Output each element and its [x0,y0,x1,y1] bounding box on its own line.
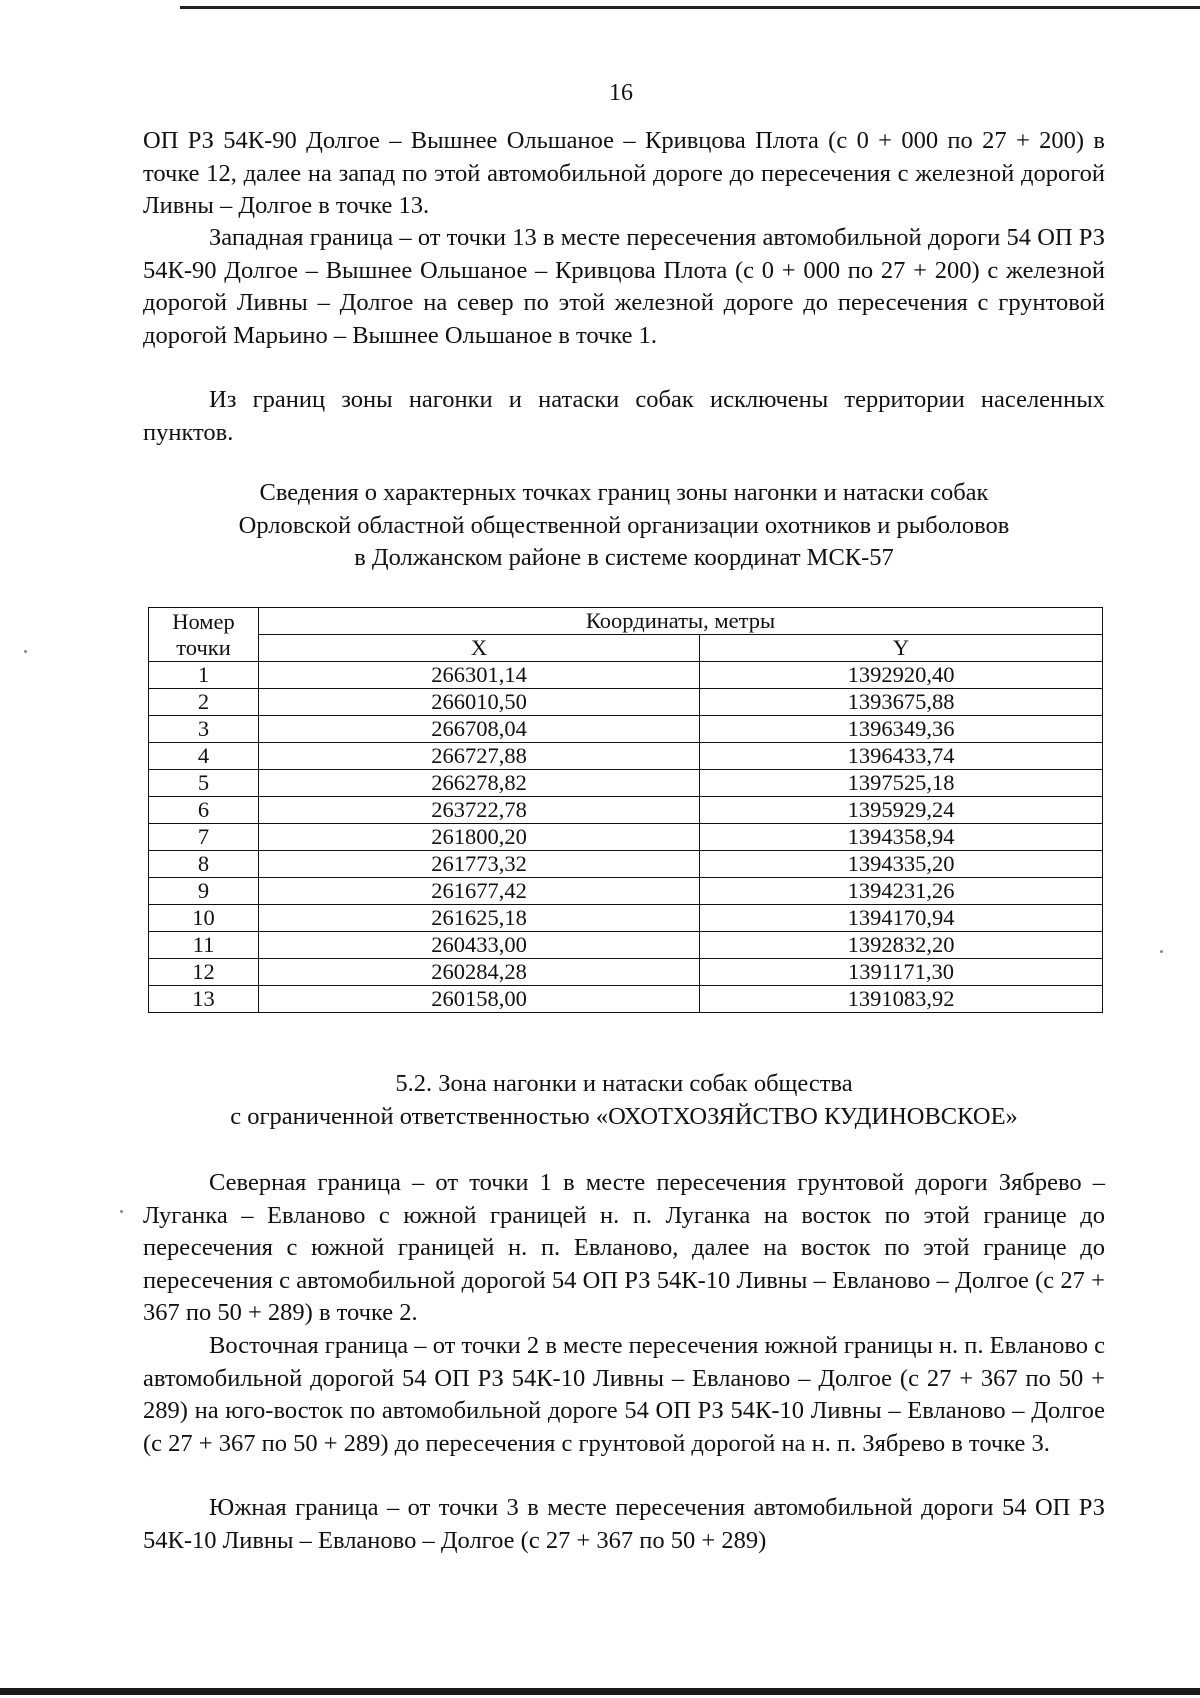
cell-y: 1394170,94 [700,905,1103,932]
scan-speck [24,650,27,653]
paragraph-western-boundary: Западная граница – от точки 13 в месте пересечения автомобильной дороги 54 ОП РЗ 54К-90 Долгое – Вышнее Ольшаное – Кривцова Плота (с 0 + 000 по 27 + 200) с железной дорогой Ливны – Долгое на север по этой железной дороге до пересечения с грунтовой дорогой Марьино – Вышнее Ольшаное в точке 1. [143,224,1105,349]
cell-point: 6 [149,797,259,824]
header-point-number [149,608,259,662]
scan-speck [1160,950,1163,953]
table-row [149,797,1103,824]
cell-y: 1391083,92 [700,986,1103,1013]
table-row [149,878,1103,905]
scan-speck [120,1210,123,1213]
table-row [149,986,1103,1013]
table-row [149,824,1103,851]
table-body [149,662,1103,1013]
cell-y: 1393675,88 [700,689,1103,716]
table-row [149,770,1103,797]
cell-y: 1394335,20 [700,851,1103,878]
cell-x: 266278,82 [259,770,700,797]
cell-x: 261677,42 [259,878,700,905]
cell-point: 7 [149,824,259,851]
paragraph-eastern-boundary: Восточная граница – от точки 2 в месте пересечения южной границы н. п. Евланово с автомобильной дорогой 54 ОП РЗ 54К-10 Ливны – Евланово – Долгое (с 27 + 367 по 50 + 289) на юго-восток по автомобильной дороге 54 ОП РЗ 54К-10 Ливны – Евланово – Долгое (с 27 + 367 по 50 + 289) до пересечения с грунтовой дорогой на н. п. Зябрево в точке 3. [143,1332,1105,1457]
cell-x: 261625,18 [259,905,700,932]
cell-x: 263722,78 [259,797,700,824]
cell-x: 260284,28 [259,959,700,986]
paragraph-continuation: ОП РЗ 54К-90 Долгое – Вышнее Ольшаное – Кривцова Плота (с 0 + 000 по 27 + 200) в точке 12, далее на запад по этой автомобильной дороге до пересечения с железной дорогой Ливны – Долгое в точке 13. [143,127,1105,219]
table-row [149,662,1103,689]
cell-point: 4 [149,743,259,770]
cell-point: 9 [149,878,259,905]
cell-x: 266301,14 [259,662,700,689]
cell-y: 1392920,40 [700,662,1103,689]
table-row [149,959,1103,986]
cell-point: 1 [149,662,259,689]
table-row [149,932,1103,959]
paragraph-exclusions: Из границ зоны нагонки и натаски собак исключены территории населенных пунктов. [143,386,1105,446]
table-row [149,743,1103,770]
table-title-line: Орловской областной общественной организации охотников и рыболовов [238,511,1010,539]
cell-y: 1394358,94 [700,824,1103,851]
cell-point: 13 [149,986,259,1013]
cell-point: 2 [149,689,259,716]
header-x: X [259,635,700,662]
coordinates-table [148,607,1103,1013]
cell-point: 11 [149,932,259,959]
table-row [149,716,1103,743]
page-number: 16 [609,80,633,106]
table-title-line: Сведения о характерных точках границ зоны нагонки и натаски собак [259,479,989,506]
paragraph-southern-boundary: Южная граница – от точки 3 в месте пересечения автомобильной дороги 54 ОП РЗ 54К-10 Ливны – Евланово – Долгое (с 27 + 367 по 50 + 289) [143,1494,1105,1554]
table-row [149,851,1103,878]
cell-y: 1395929,24 [700,797,1103,824]
cell-y: 1392832,20 [700,932,1103,959]
cell-point: 12 [149,959,259,986]
cell-y: 1397525,18 [700,770,1103,797]
cell-x: 266708,04 [259,716,700,743]
header-number-line: точки [176,634,231,660]
cell-point: 8 [149,851,259,878]
paragraph-northern-boundary: Северная граница – от точки 1 в месте пересечения грунтовой дороги Зябрево – Луганка – Евланово с южной границей н. п. Луганка на восток по этой границе до пересечения с южной границей н. п. Евланово, далее на восток по этой границе до пересечения с автомобильной дорогой 54 ОП РЗ 54К-10 Ливны – Евланово – Долгое (с 27 + 367 по 50 + 289) в точке 2. [143,1169,1105,1326]
section-heading [143,1068,1105,1133]
scan-edge-bottom [0,1688,1200,1695]
cell-x: 266010,50 [259,689,700,716]
cell-x: 261800,20 [259,824,700,851]
cell-point: 10 [149,905,259,932]
header-y: Y [700,635,1103,662]
cell-point: 5 [149,770,259,797]
table-title [143,477,1105,575]
section-heading-line: с ограниченной ответственностью «ОХОТХОЗЯЙСТВО КУДИНОВСКОЕ» [230,1102,1018,1130]
section-heading-line: 5.2. Зона нагонки и натаски собак общества [395,1070,853,1097]
scan-edge-top [180,6,1200,9]
cell-x: 261773,32 [259,851,700,878]
cell-x: 260158,00 [259,986,700,1013]
cell-y: 1396433,74 [700,743,1103,770]
table-title-line: в Должанском районе в системе координат МСК-57 [354,544,894,571]
cell-y: 1394231,26 [700,878,1103,905]
cell-x: 266727,88 [259,743,700,770]
cell-y: 1396349,36 [700,716,1103,743]
header-coordinates: Координаты, метры [259,608,1103,635]
cell-y: 1391171,30 [700,959,1103,986]
cell-point: 3 [149,716,259,743]
cell-x: 260433,00 [259,932,700,959]
table-row [149,689,1103,716]
table-row [149,905,1103,932]
header-number-line: Номер [172,608,235,634]
